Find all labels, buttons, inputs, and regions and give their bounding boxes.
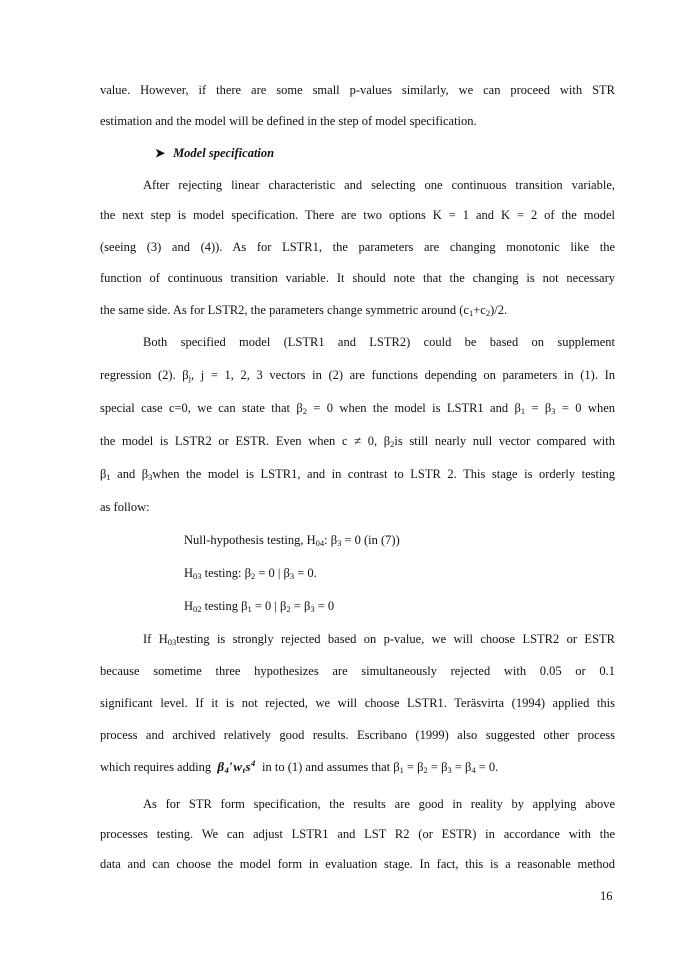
subscript: j (188, 373, 192, 383)
text-span: β (100, 467, 107, 481)
subscript: 1 (106, 472, 111, 482)
text-span: = 0 when the model is LSTR1 and β (307, 401, 521, 415)
text-span: the model is LSTR2 or ESTR. Even when c ≠ 0, β (100, 434, 391, 448)
section-heading (155, 145, 670, 161)
text-span: : β (324, 533, 338, 547)
text-span: testing: β (201, 566, 251, 580)
text-line-6: function of continuous transition variable. It should note that the changing is not necessary (100, 271, 615, 285)
subscript: 04 (315, 538, 325, 548)
subscript: 3 (148, 472, 153, 482)
text-line-19: As for STR form specification, the results are good in reality by applying above (143, 797, 615, 811)
hypothesis-h03 (184, 565, 604, 581)
subscript: 3 (310, 604, 315, 614)
text-line-10 (100, 400, 615, 416)
text-span: H (184, 599, 194, 613)
text-span: and β (110, 467, 149, 481)
text-line-11 (100, 433, 615, 449)
subscript: 2 (286, 604, 291, 614)
subscript: 2 (390, 439, 395, 449)
text-span: = 0 | β (251, 599, 287, 613)
hypothesis-h04 (184, 532, 604, 548)
text-line-20: processes testing. We can adjust LSTR1 and LST R2 (or ESTR) in accordance with the (100, 827, 615, 841)
text-span: , j = 1, 2, 3 vectors in (2) are functions depending on parameters in (1). In (191, 368, 615, 382)
formula-part: s (245, 759, 252, 774)
text-span: when the model is LSTR1, and in contrast to LSTR 2. This stage is orderly testing (152, 467, 615, 481)
text-line-16: significant level. If it is not rejected, we will choose LSTR1. Teräsvirta (1994) applied this (100, 696, 615, 710)
text-span: = β (451, 760, 472, 774)
subscript: 3 (289, 571, 295, 581)
text-span: = 0. (294, 566, 317, 580)
subscript: 2 (302, 406, 307, 416)
text-span: = 0 | β (255, 566, 290, 580)
subscript: 2 (485, 308, 491, 318)
formula-part: β (217, 759, 225, 774)
text-span: which requires adding (100, 760, 212, 774)
subscript: 3 (551, 406, 556, 416)
text-span: = β (290, 599, 311, 613)
text-line-17: process and archived relatively good results. Escribano (1999) also suggested other process (100, 728, 615, 742)
text-line-14 (143, 631, 615, 647)
subscript: 03 (167, 637, 177, 647)
subscript: t (242, 765, 246, 775)
subscript: 03 (193, 571, 202, 581)
text-span: = β (403, 760, 424, 774)
subscript: 4 (471, 765, 476, 775)
subscript: 1 (247, 604, 252, 614)
text-line-15: because sometime three hypothesizes are simultaneously rejected with 0.05 or 0.1 (100, 664, 615, 678)
subscript: 02 (193, 604, 202, 614)
text-span: testing is strongly rejected based on p-value, we will choose LSTR2 or ESTR (176, 632, 615, 646)
formula-image (217, 759, 255, 774)
text-span: is still nearly null vector compared with (394, 434, 615, 448)
subscript: 1 (399, 765, 404, 775)
text-line-4: the next step is model specification. There are two options K = 1 and K = 2 of the model (100, 208, 615, 222)
subscript: 1 (520, 406, 526, 416)
text-line-18 (100, 759, 615, 775)
arrow-bullet-icon: ➤ (155, 146, 166, 160)
heading-text: Model specification (173, 146, 275, 160)
text-span: +c (473, 303, 486, 317)
text-span: = 0. (475, 760, 499, 774)
subscript: 2 (423, 765, 428, 775)
page-number: 16 (600, 889, 613, 903)
text-line-12 (100, 466, 615, 482)
text-line-3: After rejecting linear characteristic and selecting one continuous transition variable, (143, 178, 615, 192)
text-span: Null-hypothesis testing, H (184, 533, 316, 547)
subscript: 3 (337, 538, 342, 548)
text-line-1: value. However, if there are some small p-values similarly, we can proceed with STR (100, 83, 615, 97)
text-span: testing β (201, 599, 248, 613)
text-line-9 (100, 367, 615, 383)
text-line-21: data and can choose the model form in evaluation stage. In fact, this is a reasonable method (100, 857, 615, 871)
text-span: the same side. As for LSTR2, the parameters change symmetric around (c (100, 303, 469, 317)
text-span: = 0 when (555, 401, 615, 415)
text-span: = 0 (314, 599, 335, 613)
text-span: If H (143, 632, 168, 646)
text-span: = β (525, 401, 552, 415)
superscript: 4 (251, 758, 256, 768)
text-span: = 0 (in (7)) (341, 533, 400, 547)
subscript: 1 (468, 308, 474, 318)
subscript: 3 (447, 765, 452, 775)
formula-part: ′w (229, 759, 243, 774)
text-span: special case c=0, we can state that β (100, 401, 303, 415)
text-span: in to (1) and assumes that β (262, 760, 400, 774)
text-line-5: (seeing (3) and (4)). As for LSTR1, the parameters are changing monotonic like the (100, 240, 615, 254)
text-span: = β (427, 760, 448, 774)
text-line-13: as follow: (100, 500, 150, 514)
text-line-8: Both specified model (LSTR1 and LSTR2) could be based on supplement (143, 335, 615, 349)
text-span: )/2. (490, 303, 508, 317)
text-line-2: estimation and the model will be defined in the step of model specification. (100, 114, 477, 128)
subscript: 2 (250, 571, 256, 581)
text-line-7 (100, 302, 615, 318)
hypothesis-h02 (184, 598, 604, 614)
text-span: H (184, 566, 194, 580)
subscript: 4 (224, 765, 230, 775)
text-span: regression (2). β (100, 368, 189, 382)
